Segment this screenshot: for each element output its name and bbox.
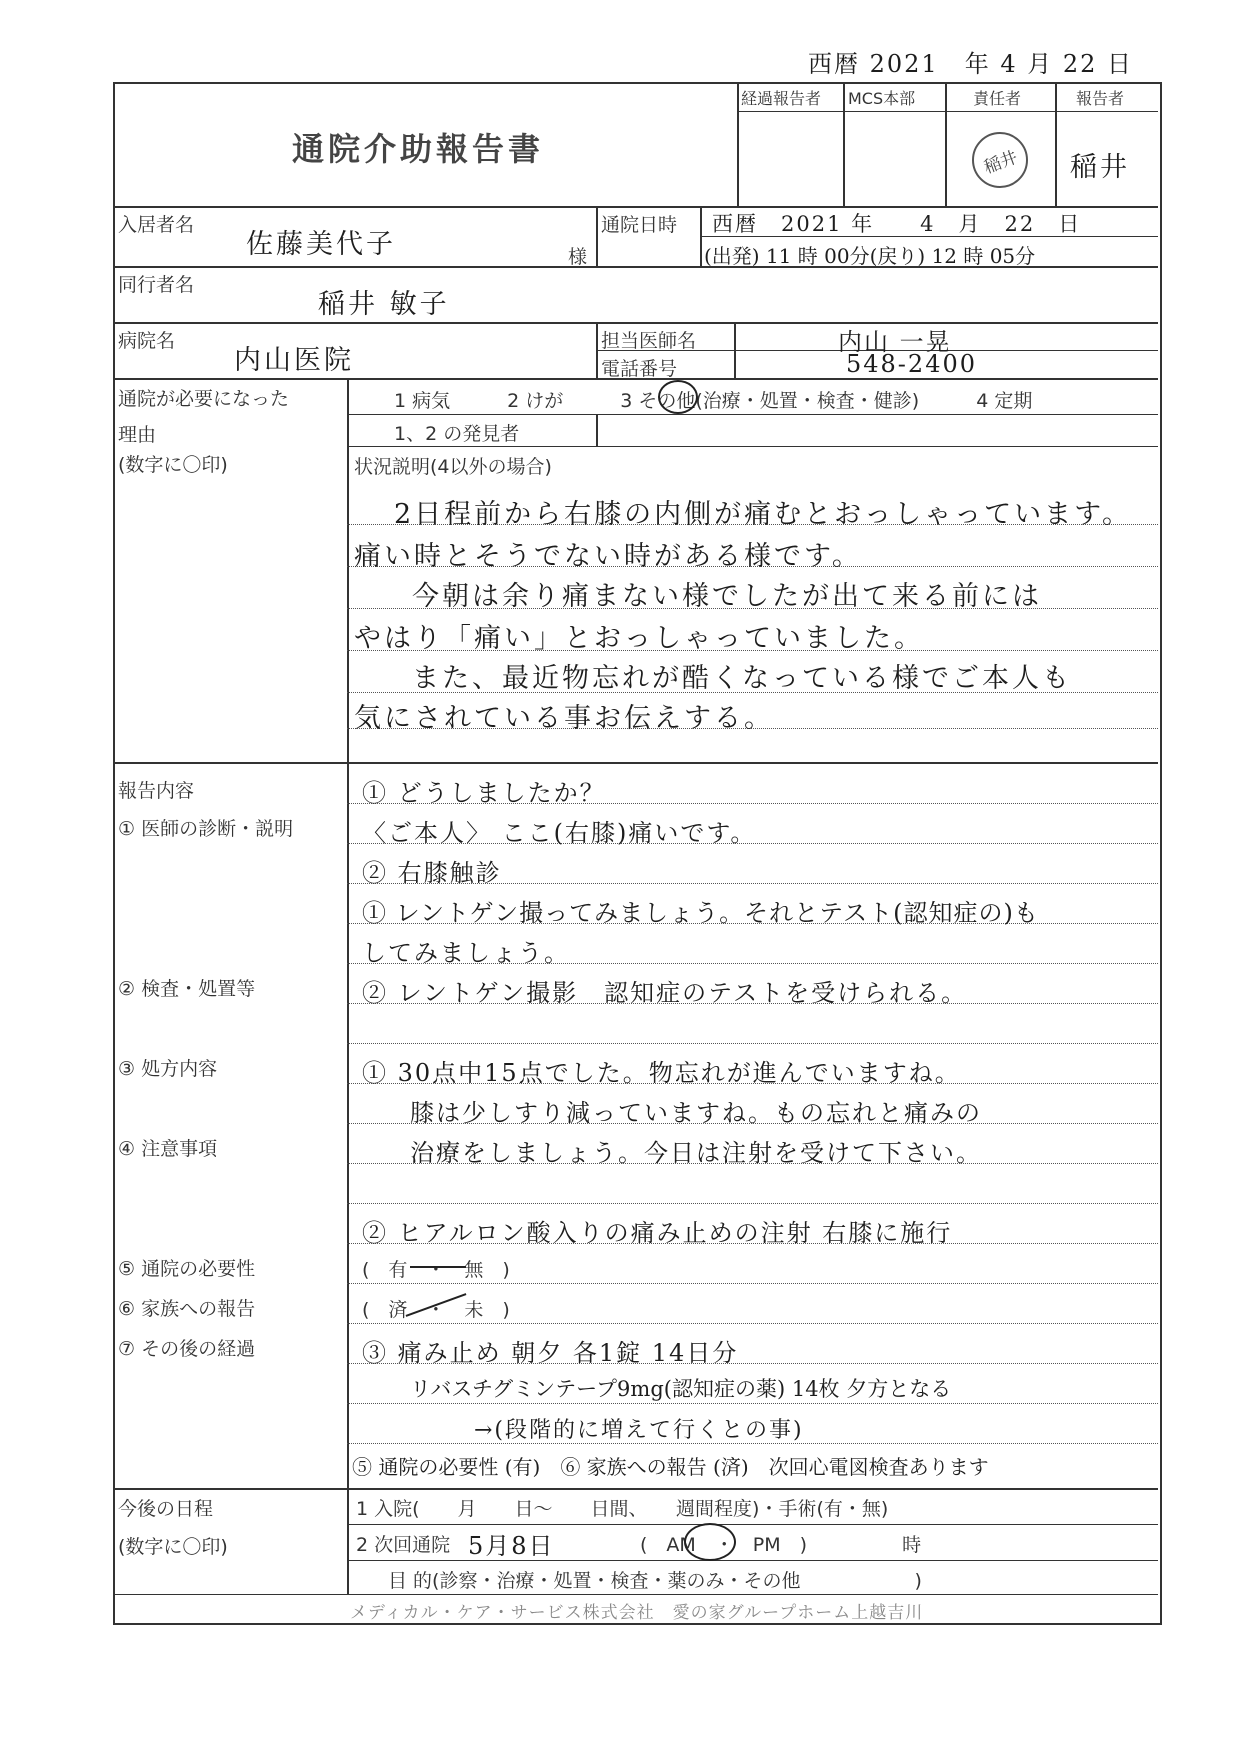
situation-line: 2日程前から右膝の内側が痛むとおっしゃっています。 (394, 499, 1133, 530)
schedule-label-2: (数字に〇印) (118, 1536, 228, 1558)
necessity-strike (410, 1266, 466, 1268)
approval-col-progress: 経過報告者 (741, 89, 822, 108)
situation-line: やはり「痛い」とおっしゃっていました。 (354, 623, 924, 654)
report-line: ⑤ 通院の必要性 (有) ⑥ 家族への報告 (済) 次回心電図検査あります (352, 1455, 989, 1479)
phone-label: 電話番号 (601, 358, 678, 380)
report-line: ① どうしましたか？ (362, 779, 606, 807)
necessity-options: ( 有 ・ 無 ) (362, 1259, 510, 1281)
reporter-signature: 稲井 (1070, 152, 1130, 183)
hospital-name: 内山医院 (234, 345, 354, 376)
report-label: ⑥ 家族への報告 (118, 1298, 256, 1320)
report-line: リバスチグミンテープ9mg(認知症の薬) 14枚 夕方となる (410, 1377, 952, 1401)
companion-label: 同行者名 (118, 274, 195, 296)
report-line: 〈ご本人〉 ここ(右膝)痛いです。 (362, 819, 757, 847)
situation-line: また、最近物忘れが酷くなっている様でご本人も (412, 663, 1072, 694)
situation-line: 痛い時とそうでない時がある様です。 (354, 541, 862, 572)
approval-col-mcs: MCS本部 (848, 89, 916, 108)
schedule-label-1: 今後の日程 (118, 1498, 214, 1520)
report-label: ③ 処方内容 (118, 1058, 218, 1080)
situation-line: 今朝は余り痛まない様でしたが出て来る前には (412, 581, 1042, 612)
reason-label-1: 通院が必要になった (118, 388, 290, 410)
resident-suffix: 様 (568, 246, 588, 268)
approval-col-manager: 責任者 (973, 89, 1022, 108)
doctor-name: 内山 一晃 (838, 328, 952, 356)
report-line: ② ヒアルロン酸入りの痛み止めの注射 右膝に施行 (362, 1219, 953, 1247)
report-label: ⑦ その後の経過 (118, 1338, 256, 1360)
report-line: ③ 痛み止め 朝夕 各1錠 14日分 (362, 1339, 739, 1367)
phone-number: 548-2400 (846, 350, 977, 378)
report-line: ① 30点中15点でした。物忘れが進んでいますね。 (362, 1059, 961, 1087)
report-line: ② レントゲン撮影 認知症のテストを受けられる。 (362, 979, 968, 1007)
report-label: ① 医師の診断・説明 (118, 818, 294, 840)
report-label: 報告内容 (118, 780, 195, 802)
family-options: ( 済 ・ 未 ) (362, 1299, 510, 1321)
report-line: ② 右膝触診 (362, 859, 502, 887)
report-line: 膝は少しすり減っていますね。もの忘れと痛みの (410, 1099, 982, 1127)
discoverer-label: 1、2 の発見者 (394, 423, 520, 445)
report-line: 治療をしましょう。今日は注射を受けて下さい。 (410, 1139, 982, 1167)
visit-date: 西暦 2021 年 4 月 22 日 (712, 212, 1082, 236)
resident-name: 佐藤美代子 (246, 229, 396, 260)
report-label: ④ 注意事項 (118, 1138, 218, 1160)
hospital-label: 病院名 (118, 330, 176, 352)
companion-name: 稲井 敏子 (318, 289, 450, 320)
page-title: 通院介助報告書 (292, 130, 545, 168)
report-line: ① レントゲン撮ってみましょう。それとテスト(認知症の)も (362, 899, 1039, 927)
manager-seal: 稲井 (972, 132, 1028, 188)
report-label: ⑤ 通院の必要性 (118, 1258, 256, 1280)
schedule-row-admission: 1 入院( 月 日〜 日間、 週間程度)・手術(有・無) (356, 1498, 889, 1520)
reason-label-2: 理由 (118, 424, 157, 446)
next-visit-ampm: ( AM ・ PM ) 時 (640, 1534, 922, 1556)
visit-label: 通院日時 (601, 214, 678, 236)
reason-options: 1 病気 2 けが 3 その他(治療・処置・検査・健診) 4 定期 (394, 390, 1033, 412)
approval-col-reporter: 報告者 (1076, 89, 1125, 108)
report-line: →(段階的に増えて行くとの事) (474, 1418, 804, 1443)
visit-times: (出発) 11 時 00分(戻り) 12 時 05分 (704, 244, 1036, 268)
footer-company: メディカル・ケア・サービス株式会社 愛の家グループホーム上越吉川 (350, 1603, 924, 1623)
resident-label: 入居者名 (118, 214, 195, 236)
header-date: 西暦 2021 年 4 月 22 日 (808, 50, 1134, 78)
doctor-label: 担当医師名 (601, 330, 697, 352)
report-label: ② 検査・処置等 (118, 978, 256, 1000)
situation-line: 気にされている事お伝えする。 (354, 703, 774, 734)
reason-option-3-circle (658, 380, 698, 414)
schedule-row-purpose: 目 的(診察・治療・処置・検査・薬のみ・その他 ) (388, 1570, 922, 1592)
situation-label: 状況説明(4以外の場合) (354, 456, 552, 478)
reason-label-3: (数字に〇印) (118, 454, 228, 476)
report-line: してみましょう。 (362, 939, 570, 967)
am-circle (684, 1523, 736, 1561)
next-visit-date: 5月8日 (468, 1532, 555, 1560)
schedule-row-next-visit: 2 次回通院 (356, 1534, 451, 1556)
